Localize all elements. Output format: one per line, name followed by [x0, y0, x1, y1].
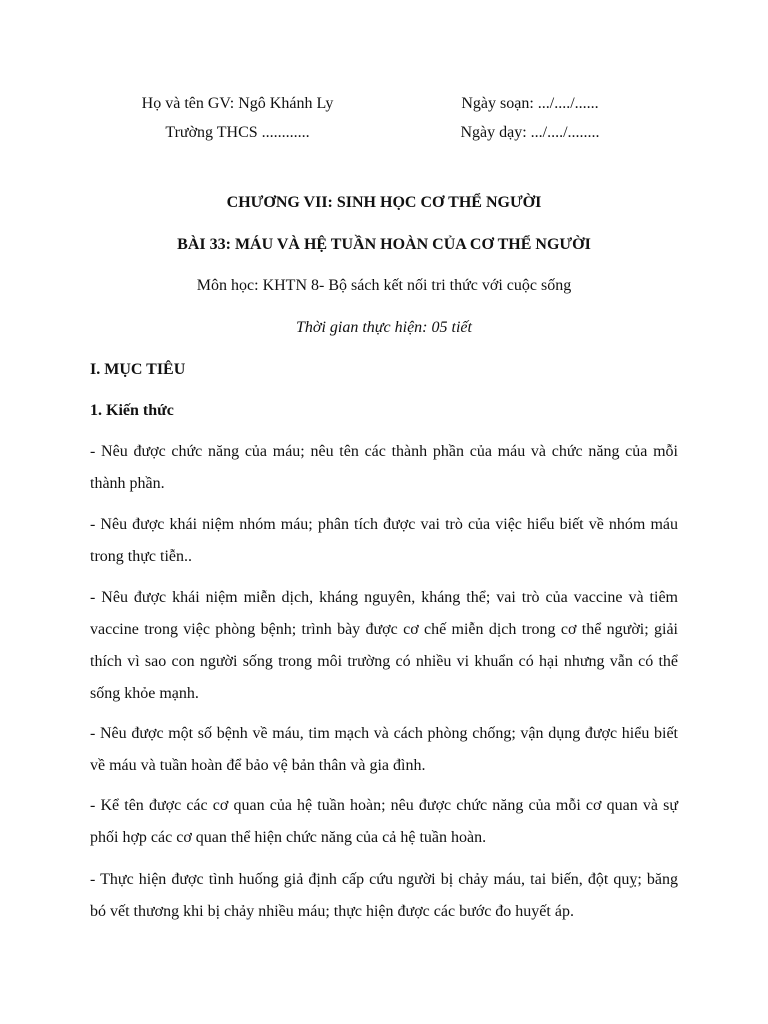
section-heading: I. MỤC TIÊU — [90, 361, 186, 378]
header-row-2 — [0, 121, 768, 145]
school-name: Trường THCS ............ — [165, 124, 310, 141]
subsection-heading: 1. Kiến thức — [90, 402, 174, 419]
prepared-date: Ngày soạn: .../..../...... — [461, 95, 599, 112]
objective-item: - Nêu được khái niệm nhóm máu; phân tích được vai trò của việc hiểu biết về nhóm máu trong thực tiễn.. — [90, 516, 678, 565]
subject-line: Môn học: KHTN 8- Bộ sách kết nối tri thức với cuộc sống — [196, 277, 572, 294]
objective-item: - Thực hiện được tình huống giả định cấp cứu người bị chảy máu, tai biến, đột quỵ; băng bó vết thương khi bị chảy nhiều máu; thực hiện được các bước đo huyết áp. — [90, 871, 678, 920]
teaching-date: Ngày dạy: .../..../........ — [460, 124, 600, 141]
chapter-title: CHƯƠNG VII: SINH HỌC CƠ THỂ NGƯỜI — [226, 194, 542, 211]
lesson-title: BÀI 33: MÁU VÀ HỆ TUẦN HOÀN CỦA CƠ THỂ NGƯỜI — [177, 236, 591, 253]
objective-item: - Nêu được khái niệm miễn dịch, kháng nguyên, kháng thể; vai trò của vaccine và tiêm vaccine trong việc phòng bệnh; trình bày được cơ chế miễn dịch trong cơ thể người; giải thích vì sao con người sống trong môi trường có nhiều vi khuẩn có hại nhưng vẫn có thể sống khỏe mạnh. — [90, 589, 678, 702]
objective-item: - Nêu được chức năng của máu; nêu tên các thành phần của máu và chức năng của mỗi thành phần. — [90, 443, 678, 492]
duration-line: Thời gian thực hiện: 05 tiết — [296, 319, 472, 336]
header-row-1 — [0, 92, 768, 116]
teacher-name: Họ và tên GV: Ngô Khánh Ly — [141, 95, 334, 112]
objective-item: - Kể tên được các cơ quan của hệ tuần hoàn; nêu được chức năng của mỗi cơ quan và sự phối hợp các cơ quan thể hiện chức năng của cả hệ tuần hoàn. — [90, 797, 678, 846]
objective-item: - Nêu được một số bệnh về máu, tim mạch và cách phòng chống; vận dụng được hiểu biết về máu và tuần hoàn để bảo vệ bản thân và gia đình. — [90, 725, 678, 774]
